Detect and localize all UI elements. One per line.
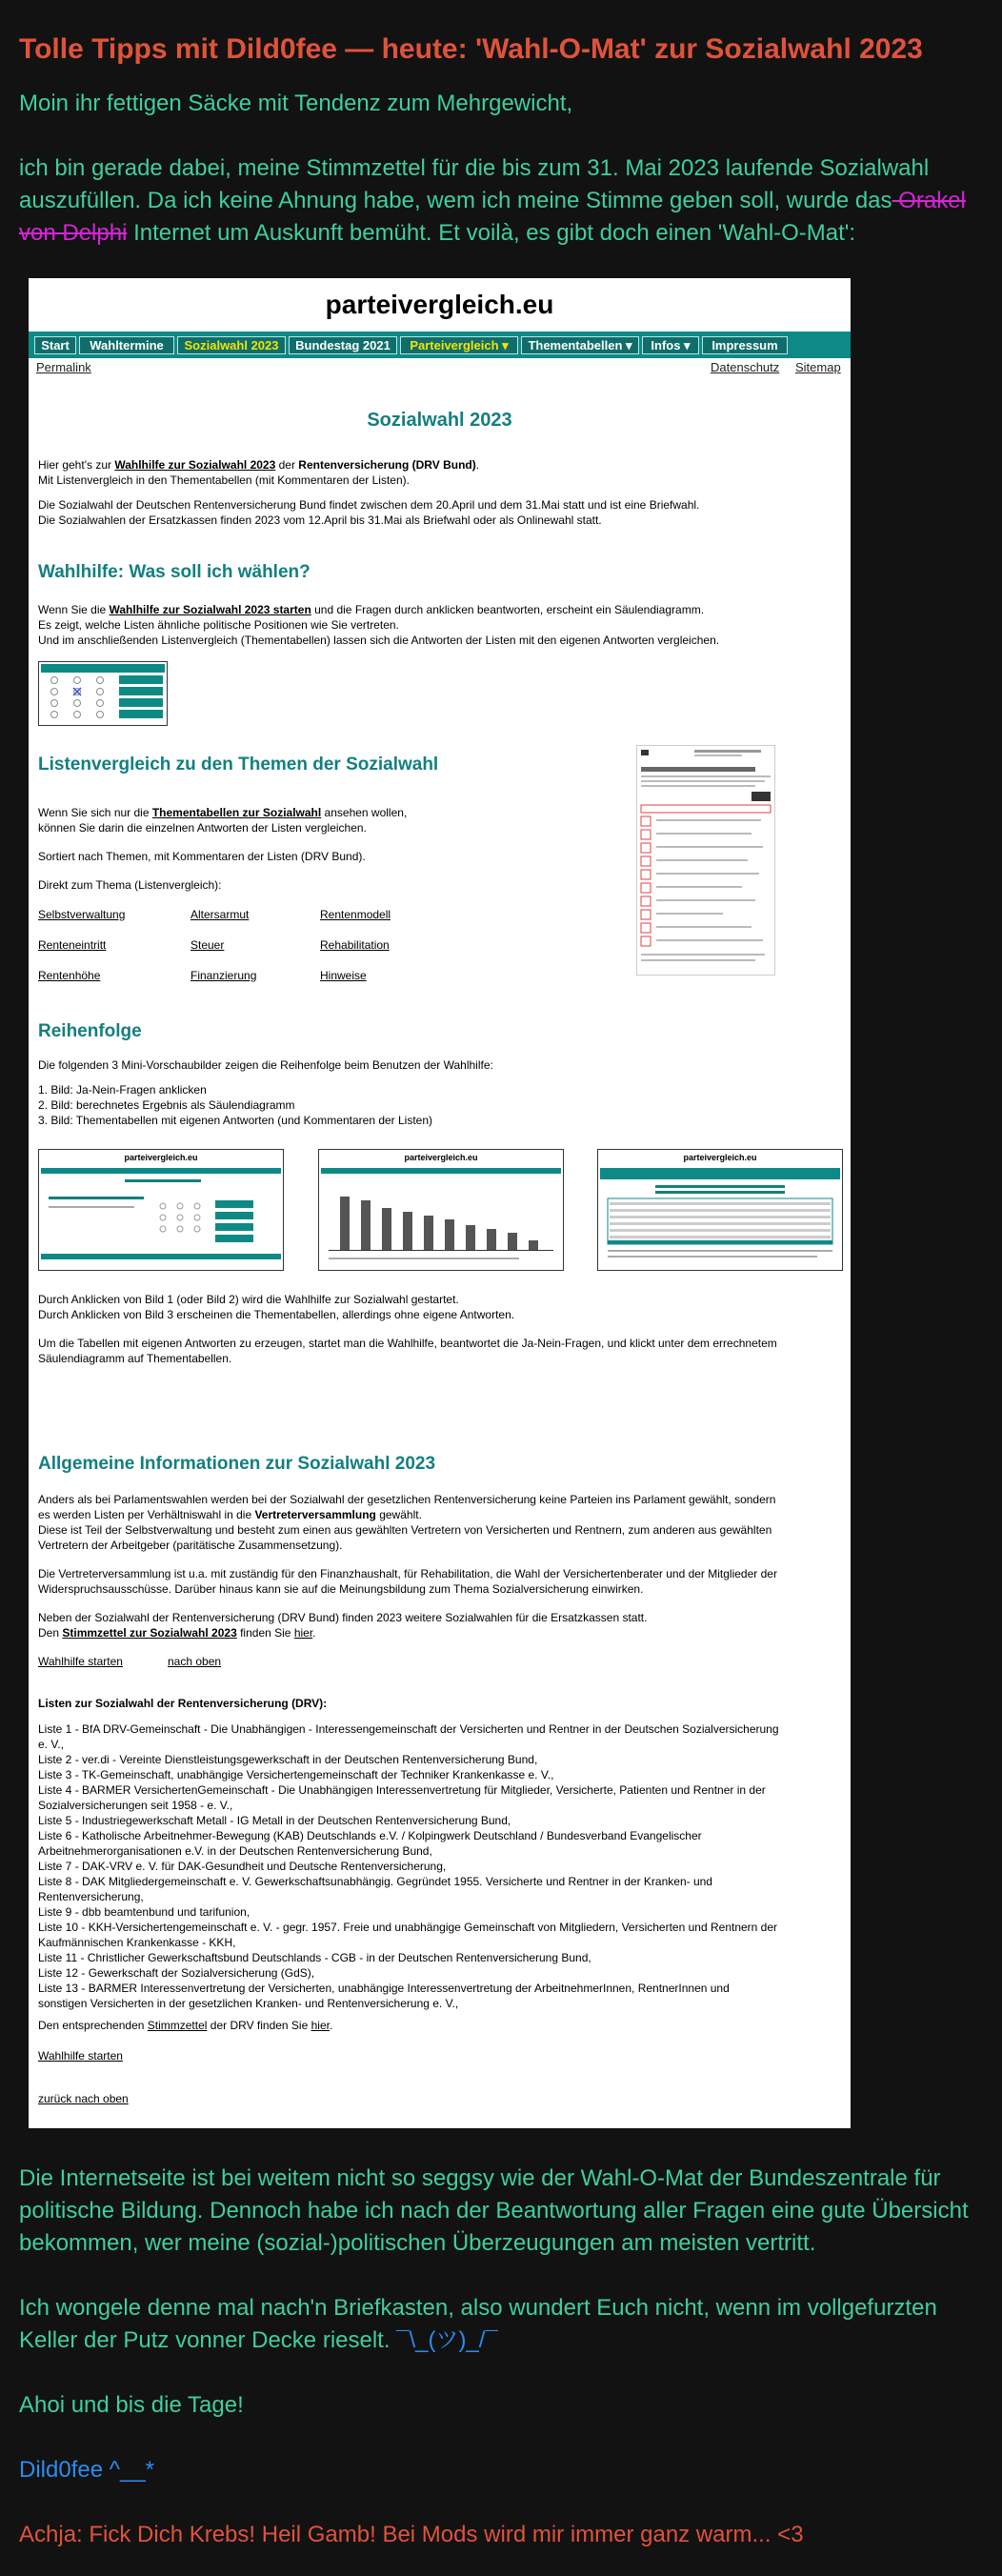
- list-item: Liste 7 - DAK-VRV e. V. für DAK-Gesundheit und Deutsche Rentenversicherung,: [38, 1860, 447, 1873]
- zurueck-nach-oben-link[interactable]: zurück nach oben: [38, 2092, 129, 2105]
- nav-start[interactable]: Start: [34, 336, 76, 354]
- hier-link-2[interactable]: hier: [311, 2019, 330, 2032]
- stimmzettel-thumbnail[interactable]: [636, 745, 775, 976]
- topic-rentenmodell[interactable]: Rentenmodell: [320, 908, 391, 921]
- list-item: Liste 1 - BfA DRV-Gemeinschaft - Die Unabhängigen - Interessengemeinschaft der Versicherten und Rentner in der Deutschen Sozialversicherung: [38, 1722, 779, 1736]
- heading-reihenfolge: Reihenfolge: [38, 1021, 142, 1041]
- list-item: Liste 13 - BARMER Interessenvertretung der Versicherten, unabhängige Interessenvertretung der ArbeitnehmerInnen, RentnerInnen und: [38, 1982, 730, 1995]
- list-item: Liste 11 - Christlicher Gewerkschaftsbund Deutschlands - CGB - in der Deutschen Rentenversicherung Bund,: [38, 1951, 591, 1964]
- reihenfolge-text: Die folgenden 3 Mini-Vorschaubilder zeigen die Reihenfolge beim Benutzen der Wahlhilfe: 1. Bild: Ja-Nein-Fragen anklicken 2. Bild: berechnetes Ergebnis als Säulendiagramm 3. Bild: Thementabellen mit eigenen Antworten (und Kommentaren der Listen): [38, 1058, 493, 1127]
- list-item: Liste 3 - TK-Gemeinschaft, unabhängige Versichertengemeinschaft der Techniker Krankenkasse e. V.,: [38, 1768, 554, 1781]
- preview-1-title: parteivergleich.eu: [124, 1153, 198, 1162]
- signature: Dild0fee ^__*: [19, 2457, 155, 2483]
- list-item: Liste 4 - BARMER VersichertenGemeinschaft - Die Unabhängigen Interessenvertretung für Mitglieder, Versicherte, Patienten und Rentner in der: [38, 1783, 766, 1797]
- site-title: parteivergleich.eu: [325, 290, 554, 319]
- topic-rehabilitation[interactable]: Rehabilitation: [320, 938, 390, 952]
- wahlhilfe-starten-link-2[interactable]: Wahlhilfe starten: [38, 2049, 123, 2063]
- stimmzettel-drv-text: Den entsprechenden Stimmzettel der DRV finden Sie hier.: [38, 2019, 333, 2032]
- list-item: Arbeitnehmerorganisationen e.V. in der Deutschen Rentenversicherung Bund,: [38, 1844, 432, 1858]
- list-item: Rentenversicherung,: [38, 1890, 144, 1903]
- wahlhilfe-link[interactable]: Wahlhilfe zur Sozialwahl 2023: [114, 458, 276, 472]
- site-nav-bar: [29, 332, 851, 358]
- list-item: Liste 6 - Katholische Arbeitnehmer-Bewegung (KAB) Deutschlands e.V. / Kolpingwerk Deutschland / Bundesverband Evangelischer: [38, 1829, 702, 1842]
- nav-sozialwahl-2023[interactable]: Sozialwahl 2023: [177, 336, 286, 354]
- blog-post-bottom: [0, 2163, 1002, 2551]
- nav-wahltermine[interactable]: Wahltermine: [79, 336, 174, 354]
- list-item: Liste 10 - KKH-Versichertengemeinschaft e. V. - gegr. 1957. Freie und unabhängige Gemeinschaft von Mitgliedern, Versicherten und Rentnern der: [38, 1921, 778, 1934]
- preview-2-graphic: [319, 1162, 563, 1267]
- sitemap-text[interactable]: Sitemap: [795, 360, 841, 374]
- topic-rentenhoehe[interactable]: Rentenhöhe: [38, 969, 101, 982]
- list-item: Sozialversicherungen seit 1958 - e. V.,: [38, 1799, 233, 1812]
- nav-infos[interactable]: Infos ▾: [642, 336, 699, 354]
- nach-oben-link[interactable]: nach oben: [168, 1655, 222, 1668]
- topic-finanzierung[interactable]: Finanzierung: [190, 969, 257, 982]
- preview-3-graphic: [598, 1162, 842, 1267]
- list-item: Liste 5 - Industriegewerkschaft Metall - IG Metall in der Deutschen Rentenversicherung Bund,: [38, 1814, 511, 1827]
- ballot-graphic: [637, 746, 774, 975]
- wahlhilfe-mini-image[interactable]: [38, 661, 168, 726]
- greeting: Moin ihr fettigen Säcke mit Tendenz zum Mehrgewicht,: [19, 91, 573, 116]
- sitemap-link[interactable]: [795, 360, 841, 374]
- intro-strikethrough: Orakel von Delphi: [19, 188, 966, 246]
- blog-post-top: [0, 0, 1002, 250]
- shrug-emoticon: ¯\_(ツ)_/¯: [390, 2327, 498, 2353]
- permalink-link[interactable]: [36, 360, 91, 374]
- preview-image-1[interactable]: [38, 1149, 284, 1271]
- list-item: Liste 8 - DAK Mitgliedergemeinschaft e. V. Gewerkschaftsunabhängig. Gegründet 1955. Versicherte und Rentner in der Kranken- und: [38, 1875, 712, 1888]
- heading-allgemein: Allgemeine Informationen zur Sozialwahl 2023: [38, 1454, 436, 1474]
- datenschutz-text[interactable]: Datenschutz: [711, 360, 780, 374]
- stimmzettel-link[interactable]: Stimmzettel zur Sozialwahl 2023: [62, 1626, 237, 1640]
- outro-paragraph-2: Ich wongele denne mal nach'n Briefkasten, also wundert Euch nicht, wenn im vollgefurzten Keller der Putz vonner Decke rieselt. ¯\_(ツ)_/¯: [19, 2295, 937, 2353]
- list-item: e. V.,: [38, 1738, 64, 1751]
- preview-image-3[interactable]: [597, 1149, 843, 1271]
- topic-altersarmut[interactable]: Altersarmut: [190, 908, 250, 921]
- intro-text-1: ich bin gerade dabei, meine Stimmzettel für die bis zum 31. Mai 2023 laufende Sozialwahl auszufüllen. Da ich keine Ahnung habe, wem ich meine Stimme geben soll, wurde das: [19, 155, 930, 213]
- datenschutz-link[interactable]: [711, 360, 779, 374]
- listen-block: [38, 1721, 846, 2011]
- preview-image-2[interactable]: [318, 1149, 564, 1271]
- stimmzettel-drv-link[interactable]: Stimmzettel: [147, 2019, 208, 2032]
- heading-listenvergleich: Listenvergleich zu den Themen der Sozialwahl: [38, 755, 439, 775]
- farewell: Ahoi und bis die Tage!: [19, 2392, 244, 2418]
- nav-thementabellen[interactable]: Thementabellen ▾: [521, 336, 639, 354]
- heading-wahlhilfe: Wahlhilfe: Was soll ich wählen?: [38, 562, 311, 582]
- page-heading: Sozialwahl 2023: [367, 410, 512, 431]
- list-item: Liste 9 - dbb beamtenbund und tarifunion,: [38, 1905, 250, 1919]
- permalink-text[interactable]: Permalink: [36, 360, 91, 374]
- intro-text-2: Internet um Auskunft bemüht. Et voilà, es gibt doch einen 'Wahl-O-Mat':: [127, 220, 856, 246]
- listen-heading: Listen zur Sozialwahl der Rentenversicherung (DRV):: [38, 1697, 328, 1710]
- thementabellen-link[interactable]: Thementabellen zur Sozialwahl: [151, 806, 322, 819]
- nav-impressum[interactable]: Impressum: [702, 336, 788, 354]
- embedded-screenshot: [29, 278, 851, 2128]
- topic-renteneintritt[interactable]: Renteneintritt: [38, 938, 107, 952]
- post-title: Tolle Tipps mit Dild0fee — heute: 'Wahl-O-Mat' zur Sozialwahl 2023: [19, 33, 923, 65]
- list-item: Liste 2 - ver.di - Vereinte Dienstleistungsgewerkschaft in der Deutschen Rentenversicherung Bund,: [38, 1753, 538, 1766]
- preview-1-graphic: [39, 1162, 283, 1267]
- reihenfolge-after-text: Durch Anklicken von Bild 1 (oder Bild 2) wird die Wahlhilfe zur Sozialwahl gestartet. Durch Anklicken von Bild 3 erscheinen die Thementabellen, allerdings ohne eigene Antworten. Um die Tabellen mit eigenen Antworten zu erzeugen, startet man die Wahlhilfe, beantwortet die Ja-Nein-Fragen, und klickt unter dem errechnetem Säulendiagramm auf Thementabellen.: [38, 1293, 777, 1365]
- wahlhilfe-starten-link-1[interactable]: Wahlhilfe starten: [38, 1655, 123, 1668]
- preview-2-title: parteivergleich.eu: [404, 1153, 478, 1162]
- list-item: Kaufmännischen Krankenkasse - KKH,: [38, 1936, 236, 1949]
- topic-hinweise[interactable]: Hinweise: [320, 969, 367, 982]
- topic-selbstverwaltung[interactable]: Selbstverwaltung: [38, 908, 126, 921]
- nav-parteivergleich[interactable]: Parteivergleich ▾: [400, 336, 518, 354]
- nav-bundestag-2021[interactable]: Bundestag 2021: [289, 336, 397, 354]
- mini-grid-graphic: [39, 662, 167, 725]
- preview-3-title: parteivergleich.eu: [683, 1153, 757, 1162]
- wahlhilfe-start-link[interactable]: Wahlhilfe zur Sozialwahl 2023 starten: [109, 603, 311, 616]
- listenvergleich-text: Wenn Sie sich nur die Thementabellen zur Sozialwahl ansehen wollen, können Sie darin die einzelnen Antworten der Listen vergleichen. Sortiert nach Themen, mit Kommentaren der Listen (DRV Bund). Direkt zum Thema (Listenvergleich):: [38, 806, 408, 892]
- hier-link-1[interactable]: hier: [293, 1626, 313, 1640]
- outro-paragraph-1: Die Internetseite ist bei weitem nicht so seggsy wie der Wahl-O-Mat der Bundeszentrale für politische Bildung. Dennoch habe ich nach der Beantwortung aller Fragen eine gute Übersicht bekommen, wer meine (sozial-)politischen Überzeugungen am meisten vertritt.: [19, 2165, 969, 2256]
- topic-steuer[interactable]: Steuer: [190, 938, 225, 952]
- intro-paragraph: [19, 152, 983, 250]
- postscript: Achja: Fick Dich Krebs! Heil Gamb! Bei Mods wird mir immer ganz warm... <3: [19, 2522, 804, 2547]
- list-item: sonstigen Versicherten in der gesetzlichen Kranken- und Rentenversicherung e. V.,: [38, 1997, 459, 2010]
- list-item: Liste 12 - Gewerkschaft der Sozialversicherung (GdS),: [38, 1966, 315, 1980]
- intro-block: Hier geht's zur Wahlhilfe zur Sozialwahl 2023 der Rentenversicherung (DRV Bund). Mit Listenvergleich in den Thementabellen (mit Kommentaren der Listen). Die Sozialwahl der Deutschen Rentenversicherung Bund findet zwischen dem 20.April und dem 31.Mai statt und ist eine Briefwahl. Die Sozialwahlen der Ersatzkassen finden 2023 vom 12.April bis 31.Mai als Briefwahl oder als Onlinewahl statt.: [38, 458, 700, 527]
- wahlhilfe-text: Wenn Sie die Wahlhilfe zur Sozialwahl 2023 starten und die Fragen durch anklicken beantworten, erscheint ein Säulendiagramm. Es zeigt, welche Listen ähnliche politische Positionen wie Sie vertreten. Und im anschließenden Listenvergleich (Thementabellen) lassen sich die Antworten der Listen mit den eigenen Antworten vergleichen.: [38, 603, 720, 647]
- allgemein-text: Anders als bei Parlamentswahlen werden bei der Sozialwahl der gesetzlichen Rentenversicherung keine Parteien ins Parlament gewählt, sondern es werden Listen per Verhältniswahl in die Vertreterversammlung gewählt. Diese ist Teil der Selbstverwaltung und besteht zum einen aus gewählten Vertretern von Versicherten und Rentnern, zum anderen aus gewählten Vertretern der Arbeitgeber (paritätische Zusammensetzung). Die Vertreterversammlung ist u.a. mit zuständig für den Finanzhaushalt, für Rehabilitation, die Wahl der Versichertenberater und der Mitglieder der Widerspruchsausschüsse. Darüber hinaus kann sie auf die Meinungsbildung zum Thema Sozialversicherung einwirken. Neben der Sozialwahl der Rentenversicherung (DRV Bund) finden 2023 weitere Sozialwahlen für die Ersatzkassen statt. Den Stimmzettel zur Sozialwahl 2023 finden Sie hier.: [38, 1493, 777, 1640]
